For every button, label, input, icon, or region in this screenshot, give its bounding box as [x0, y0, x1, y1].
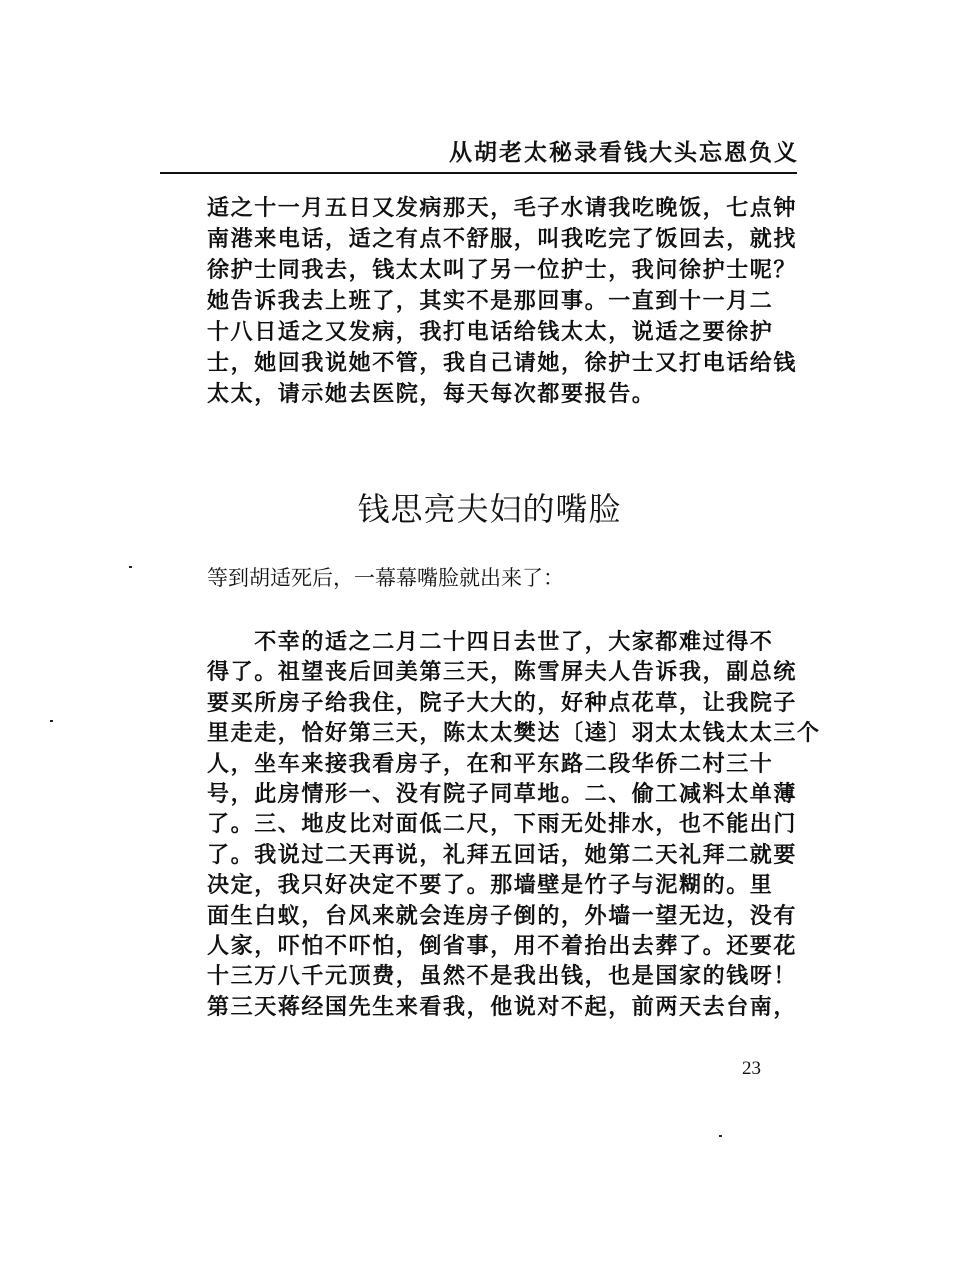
bottom-paragraph [207, 627, 821, 1022]
text-line: 里走走，恰好第三天，陈太太樊达〔逵〕羽太太钱太太三个 [207, 720, 821, 747]
text-line: 十八日适之又发病，我打电话给钱太太，说适之要徐护 [207, 319, 774, 345]
running-header-title: 从胡老太秘录看钱大头忘恩负义 [449, 139, 799, 166]
scan-speck [50, 720, 53, 722]
scan-speck [129, 566, 132, 568]
text-line: 得了。祖望丧后回美第三天，陈雪屏夫人告诉我，副总统 [207, 659, 798, 686]
text-line: 十三万八千元顶费，虽然不是我出钱，也是国家的钱呀！ [207, 963, 798, 990]
text-line: 人家，吓怕不吓怕，倒省事，用不着抬出去葬了。还要花 [207, 932, 798, 959]
top-paragraph [207, 193, 807, 410]
header-rule [160, 172, 797, 174]
section-intro: 等到胡适死后，一幕幕嘴脸就出来了： [207, 566, 564, 590]
text-line: 她告诉我去上班了，其实不是那回事。一直到十一月二 [207, 288, 774, 314]
text-line: 第三天蒋经国先生来看我，他说对不起，前两天去台南， [207, 993, 798, 1020]
text-line: 南港来电话，适之有点不舒服，叫我吃完了饭回去，就找 [207, 226, 798, 252]
text-line: 士，她回我说她不管，我自己请她，徐护士又打电话给钱 [207, 350, 798, 376]
text-line: 了。三、地皮比对面低二尺，下雨无处排水，也不能出门 [207, 811, 798, 838]
text-line: 人，坐车来接我看房子，在和平东路二段华侨二村三十 [207, 750, 774, 777]
section-heading: 钱思亮夫妇的嘴脸 [357, 490, 622, 528]
text-line: 徐护士同我去，钱太太叫了另一位护士，我问徐护士呢？ [207, 257, 798, 283]
page-number: 23 [742, 1058, 761, 1079]
text-line: 太太，请示她去医院，每天每次都要报告。 [207, 381, 656, 407]
text-line: 了。我说过二天再说，礼拜五回话，她第二天礼拜二就要 [207, 841, 798, 868]
text-line: 决定，我只好决定不要了。那墙壁是竹子与泥糊的。里 [207, 872, 774, 899]
text-line: 号，此房情形一、没有院子同草地。二、偷工减料太单薄 [207, 780, 798, 807]
text-line: 不幸的适之二月二十四日去世了，大家都难过得不 [207, 629, 774, 655]
scan-speck [719, 1135, 722, 1137]
text-line: 要买所房子给我住，院子大大的，好种点花草，让我院子 [207, 689, 798, 716]
text-line: 适之十一月五日又发病那天，毛子水请我吃晚饭，七点钟 [207, 195, 798, 221]
text-line: 面生白蚁，台风来就会连房子倒的，外墙一望无边，没有 [207, 902, 798, 929]
